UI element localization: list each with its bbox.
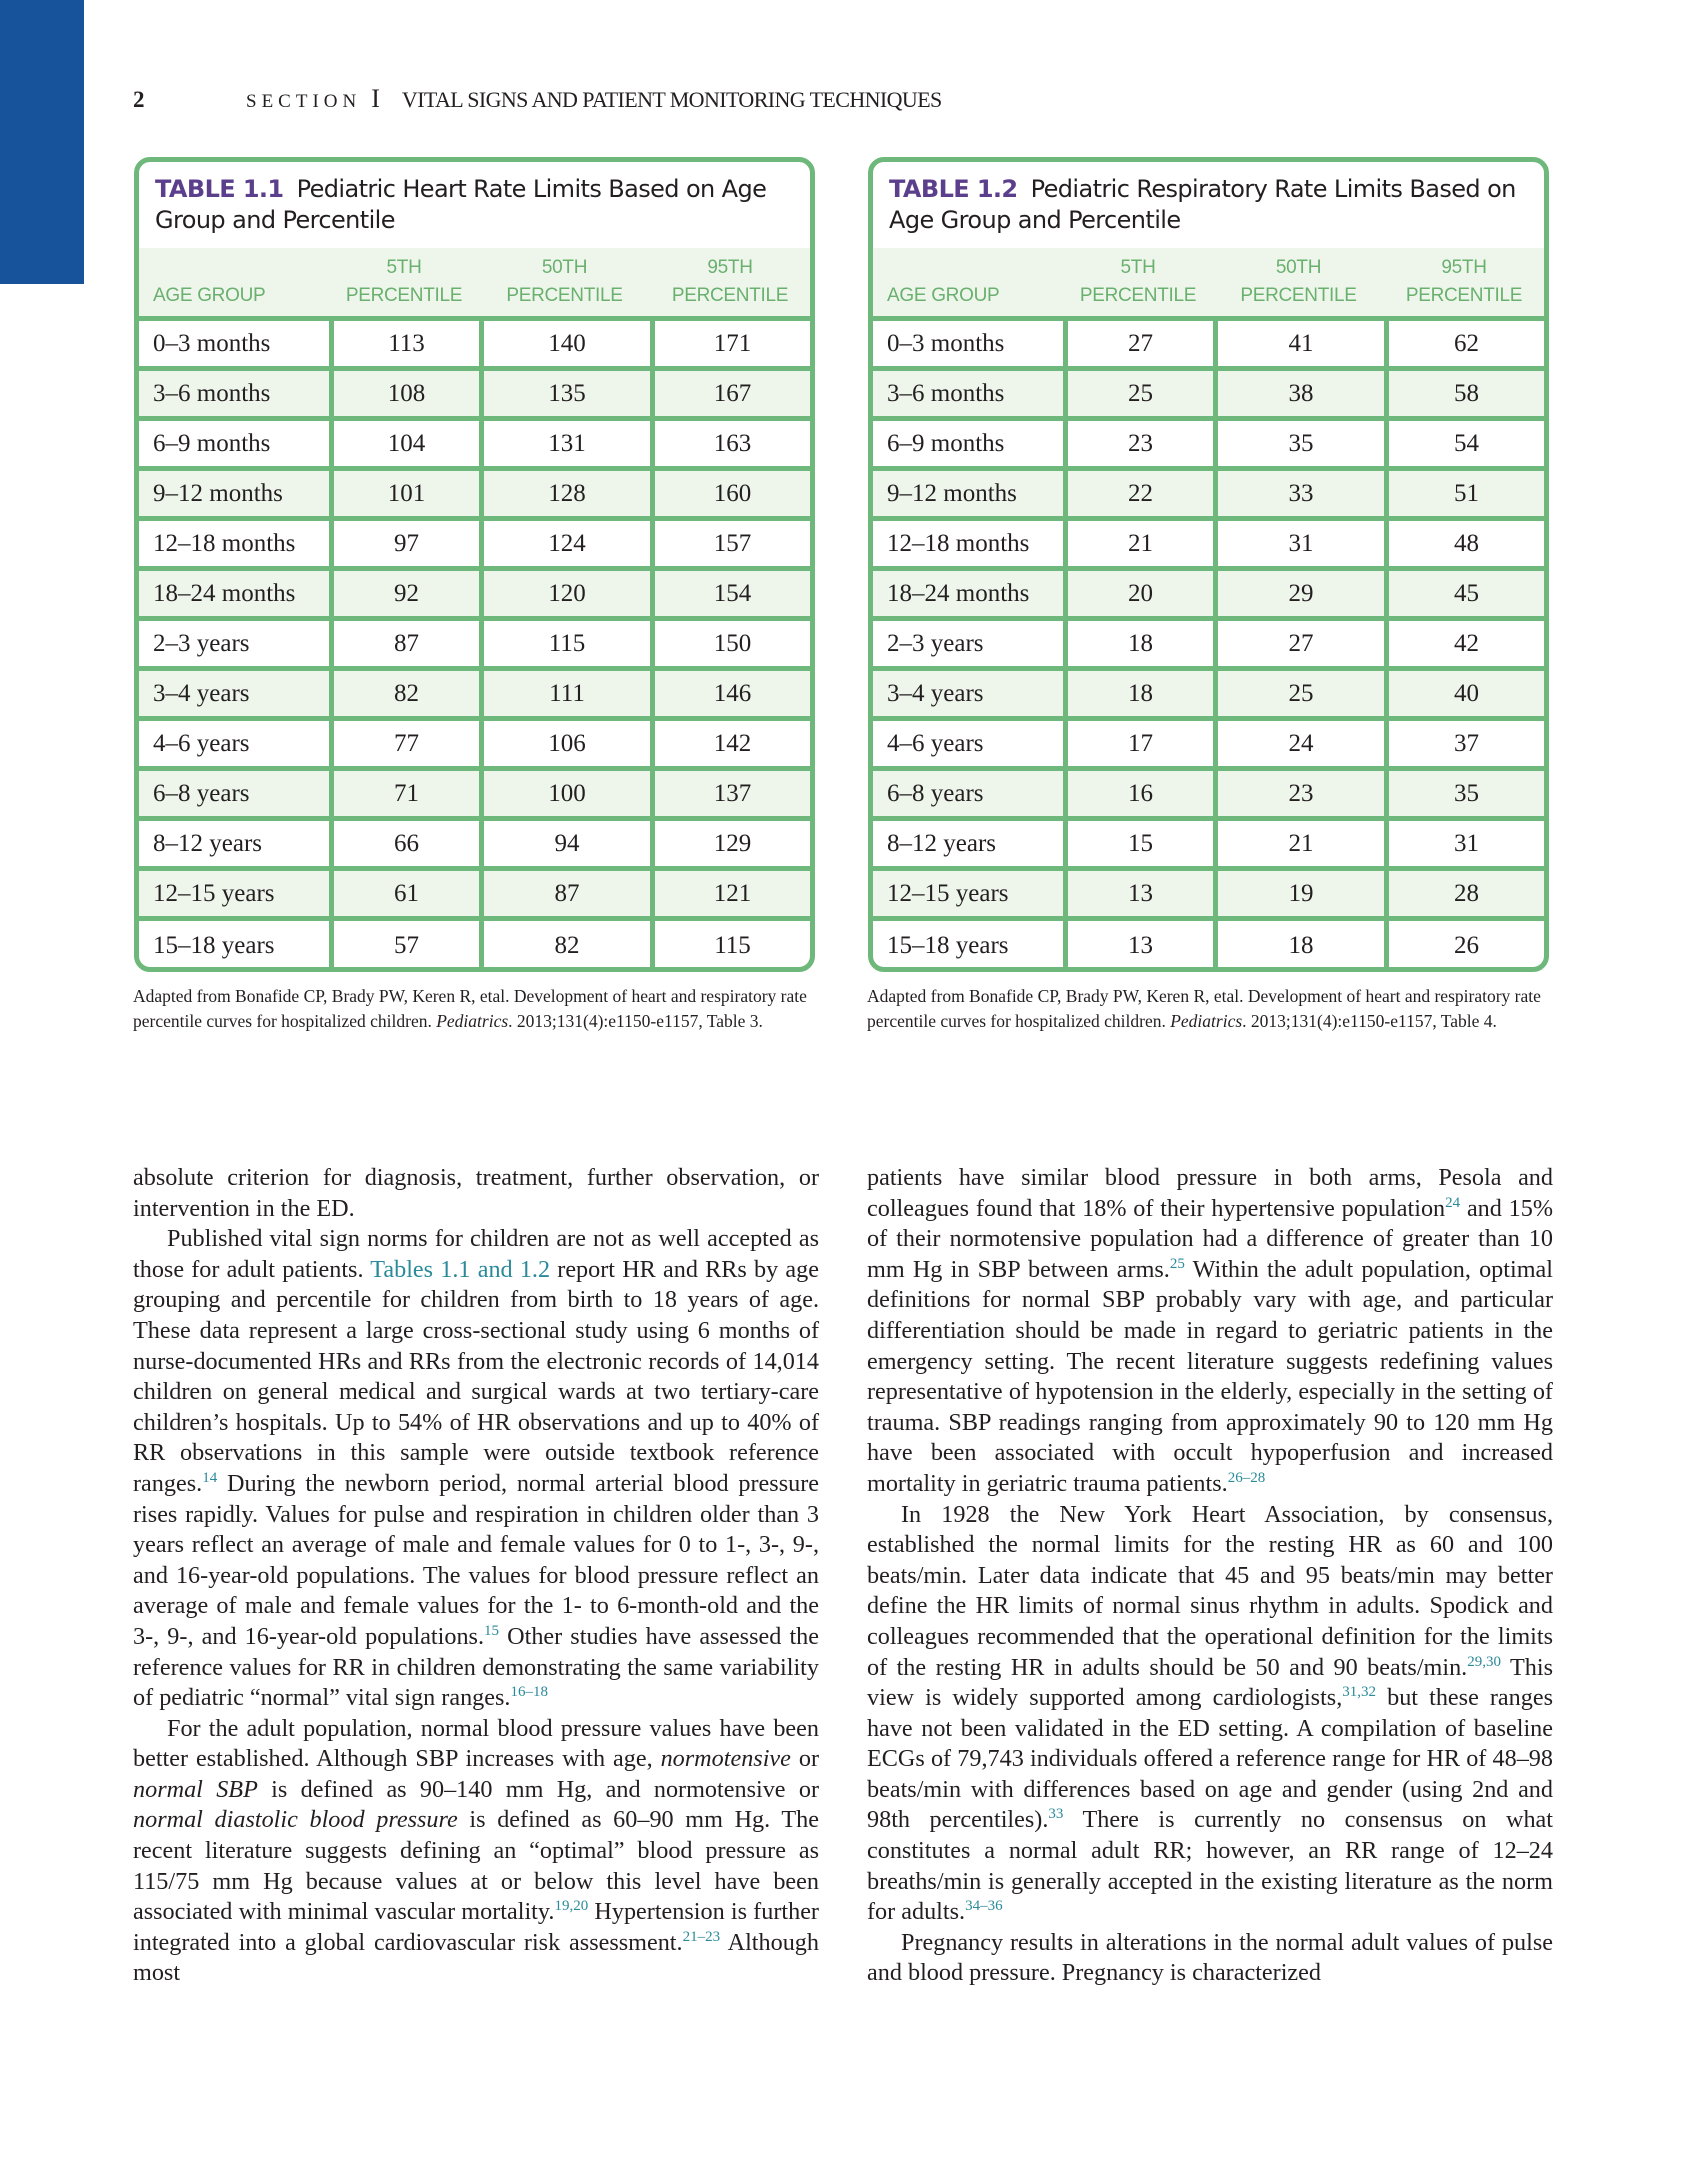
age-group-cell: 9–12 months — [153, 479, 283, 507]
section-label: SECTION — [246, 91, 362, 112]
age-group-cell: 6–9 months — [887, 429, 1005, 457]
age-group-cell: 3–6 months — [887, 379, 1005, 407]
percentile-cell: 101 — [329, 471, 479, 516]
percentile-cell: 19 — [1213, 871, 1384, 916]
header-50th: 50TH PERCENTILE — [506, 257, 623, 306]
percentile-cell: 94 — [479, 821, 650, 866]
percentile-cell: 33 — [1213, 471, 1384, 516]
table-row — [873, 771, 1544, 821]
percentile-cell: 100 — [479, 771, 650, 816]
percentile-cell: 131 — [479, 421, 650, 466]
header-95th: 95TH PERCENTILE — [671, 257, 789, 306]
percentile-cell: 20 — [1063, 571, 1213, 616]
age-group-cell: 12–15 years — [153, 879, 275, 907]
percentile-cell: 108 — [329, 371, 479, 416]
percentile-cell: 87 — [479, 871, 650, 916]
percentile-cell: 163 — [650, 421, 810, 466]
percentile-cell: 92 — [329, 571, 479, 616]
header-age-group: AGE GROUP — [887, 285, 1000, 306]
citation-link[interactable]: 34–36 — [965, 1898, 1003, 1915]
percentile-cell: 54 — [1384, 421, 1544, 466]
percentile-cell: 18 — [1213, 921, 1384, 971]
percentile-cell: 25 — [1213, 671, 1384, 716]
percentile-cell: 45 — [1384, 571, 1544, 616]
percentile-cell: 82 — [329, 671, 479, 716]
table-row — [139, 371, 810, 421]
age-group-cell: 15–18 years — [153, 932, 275, 959]
table-1-2 — [868, 157, 1549, 972]
percentile-cell: 21 — [1213, 821, 1384, 866]
table-row — [139, 571, 810, 621]
age-group-cell: 12–15 years — [887, 879, 1009, 907]
percentile-cell: 25 — [1063, 371, 1213, 416]
header-5th: 5TH PERCENTILE — [1079, 257, 1197, 306]
table-cross-reference-link[interactable]: Tables 1.1 and 1.2 — [370, 1255, 551, 1283]
percentile-cell: 115 — [479, 621, 650, 666]
table-row — [139, 721, 810, 771]
percentile-cell: 142 — [650, 721, 810, 766]
percentile-cell: 120 — [479, 571, 650, 616]
age-group-cell: 6–9 months — [153, 429, 271, 457]
body-column-right — [867, 1163, 1553, 1989]
citation-link[interactable]: 33 — [1048, 1806, 1064, 1823]
table-row — [139, 821, 810, 871]
percentile-cell: 121 — [650, 871, 810, 916]
section-title: VITAL SIGNS AND PATIENT MONITORING TECHNIQUES — [401, 87, 942, 112]
age-group-cell: 12–18 months — [153, 529, 296, 557]
citation-link[interactable]: 16–18 — [510, 1684, 548, 1701]
percentile-cell: 58 — [1384, 371, 1544, 416]
percentile-cell: 18 — [1063, 621, 1213, 666]
table-header-row — [873, 248, 1544, 321]
paragraph: In 1928 the New York Heart Association, by consensus, established the normal limits for the resting HR as 60 and 100 beats/min. Later data indicate that 45 and 95 beats/min may better define the HR limits of normal sinus rhythm in adults. Spodick and colleagues recommended that the operational definition for the limits of the resting HR in adults should be 50 and 90 beats/min.$^{29,30}$ This view is widely supported among cardiologists,$^{31,32}$ but these ranges have not been validated in the ED setting. A compilation of baseline ECGs of 79,743 individuals offered a reference range for HR of 48–98 beats/min with differences based on age and gender (using 2nd and 98th percentiles).$^{33}$ There is currently no consensus on what constitutes a normal adult RR; however, an RR range of 12–24 breaths/min is generally accepted in the existing literature as the norm for adults.$^{34-36}$ — [867, 1500, 1554, 1926]
table-title-text: Pediatric Respiratory Rate Limits Based on Age Group and Percentile — [889, 175, 1516, 234]
citation-link[interactable]: 19,20 — [554, 1898, 589, 1915]
percentile-cell: 29 — [1213, 571, 1384, 616]
age-group-cell: 18–24 months — [153, 579, 296, 607]
percentile-cell: 41 — [1213, 321, 1384, 366]
age-group-cell: 4–6 years — [887, 729, 984, 757]
table-body — [139, 321, 810, 971]
table-body — [873, 321, 1544, 971]
citation-link[interactable]: 24 — [1445, 1194, 1461, 1211]
table-title-text: Pediatric Heart Rate Limits Based on Age Group and Percentile — [155, 175, 767, 234]
table-row — [139, 321, 810, 371]
table-row — [873, 471, 1544, 521]
table-row — [873, 821, 1544, 871]
age-group-cell: 15–18 years — [887, 932, 1009, 959]
percentile-cell: 137 — [650, 771, 810, 816]
percentile-cell: 129 — [650, 821, 810, 866]
percentile-cell: 113 — [329, 321, 479, 366]
chapter-tab-bar — [0, 0, 84, 284]
table-1-1 — [134, 157, 815, 972]
table-row — [873, 571, 1544, 621]
percentile-cell: 115 — [650, 921, 810, 971]
paragraph: absolute criterion for diagnosis, treatment, further observation, or intervention in the ED. — [133, 1164, 819, 1222]
age-group-cell: 0–3 months — [153, 329, 271, 357]
percentile-cell: 27 — [1213, 621, 1384, 666]
table-title — [139, 162, 810, 248]
percentile-cell: 21 — [1063, 521, 1213, 566]
table-row — [873, 421, 1544, 471]
table-row — [873, 321, 1544, 371]
citation-link[interactable]: 14 — [202, 1469, 218, 1486]
age-group-cell: 9–12 months — [887, 479, 1017, 507]
percentile-cell: 38 — [1213, 371, 1384, 416]
header-age-group: AGE GROUP — [153, 285, 266, 306]
percentile-cell: 62 — [1384, 321, 1544, 366]
percentile-cell: 13 — [1063, 871, 1213, 916]
percentile-cell: 160 — [650, 471, 810, 516]
age-group-cell: 4–6 years — [153, 729, 250, 757]
percentile-cell: 157 — [650, 521, 810, 566]
table-1-1-source-note: Adapted from Bonafide CP, Brady PW, Keren R, etal. Development of heart and respiratory rate percentile curves for hospitalized children. Pediatrics. 2013;131(4):e1150-e1157, Table 3. — [133, 986, 807, 1031]
percentile-cell: 146 — [650, 671, 810, 716]
percentile-cell: 77 — [329, 721, 479, 766]
percentile-cell: 28 — [1384, 871, 1544, 916]
table-number: TABLE 1.2 — [889, 175, 1018, 203]
table-row — [139, 471, 810, 521]
section-number: I — [371, 84, 380, 113]
percentile-cell: 128 — [479, 471, 650, 516]
table-row — [873, 721, 1544, 771]
table-row — [139, 521, 810, 571]
paragraph: Published vital sign norms for children are not as well accepted as those for adult patients. Tables 1.1 and 1.2 report HR and RRs by age grouping and percentile for children from birth to 18 years of age. These data represent a large cross-sectional study using 6 months of nurse-documented HRs and RRs from the electronic records of 14,014 children on general medical and surgical wards at two tertiary-care children’s hospitals. Up to 54% of HR observations and up to 40% of RR observations in this sample were outside textbook reference ranges.$^{14}$ During the newborn period, normal arterial blood pressure rises rapidly. Values for pulse and respiration in children older than 3 years reflect an average of male and female values for 0 to 1-, 3-, 9-, and 16-year-old populations. The values for blood pressure reflect an average of male and female values for the 1- to 6-month-old and the 3-, 9-, and 16-year-old populations.$^{15}$ Other studies have assessed the reference values for RR in children demonstrating the same variability of pediatric “normal” vital sign ranges.$^{16-18}$ — [133, 1225, 819, 1712]
table-row — [873, 371, 1544, 421]
age-group-cell: 0–3 months — [887, 329, 1005, 357]
percentile-cell: 87 — [329, 621, 479, 666]
citation-link[interactable]: 31,32 — [1342, 1684, 1377, 1701]
citation-link[interactable]: 26–28 — [1227, 1469, 1266, 1486]
paragraph: Pregnancy results in alterations in the normal adult values of pulse and blood pressure. Pregnancy is characterized — [867, 1928, 1553, 1987]
percentile-cell: 31 — [1213, 521, 1384, 566]
percentile-cell: 13 — [1063, 921, 1213, 971]
age-group-cell: 2–3 years — [887, 629, 984, 657]
citation-link[interactable]: 29,30 — [1467, 1653, 1501, 1670]
table-row — [139, 621, 810, 671]
table-row — [139, 871, 810, 921]
percentile-cell: 17 — [1063, 721, 1213, 766]
percentile-cell: 154 — [650, 571, 810, 616]
age-group-cell: 6–8 years — [153, 779, 250, 807]
percentile-cell: 82 — [479, 921, 650, 971]
percentile-cell: 37 — [1384, 721, 1544, 766]
percentile-cell: 57 — [329, 921, 479, 971]
percentile-cell: 124 — [479, 521, 650, 566]
percentile-cell: 140 — [479, 321, 650, 366]
table-header-row — [139, 248, 810, 321]
percentile-cell: 35 — [1384, 771, 1544, 816]
percentile-cell: 42 — [1384, 621, 1544, 666]
citation-link[interactable]: 21–23 — [682, 1928, 721, 1945]
percentile-cell: 26 — [1384, 921, 1544, 971]
table-row — [873, 921, 1544, 971]
paragraph: For the adult population, normal blood pressure values have been better established. Although SBP increases with age, normotensive or normal SBP is defined as 90–140 mm Hg, and normotensive or normal diastolic blood pressure is defined as 60–90 mm Hg. The recent literature suggests defining an “optimal” blood pressure as 115/75 mm Hg because values at or below this level have been associated with minimal vascular mortality.$^{19,20}$ Hypertension is further integrated into a global cardiovascular risk assessment.$^{21-23}$ Although most — [133, 1714, 819, 1987]
percentile-cell: 167 — [650, 371, 810, 416]
age-group-cell: 3–4 years — [887, 679, 984, 707]
page-number: 2 — [133, 87, 145, 112]
percentile-cell: 18 — [1063, 671, 1213, 716]
table-row — [873, 671, 1544, 721]
age-group-cell: 3–4 years — [153, 679, 250, 707]
table-1-2-source-note: Adapted from Bonafide CP, Brady PW, Keren R, etal. Development of heart and respiratory rate percentile curves for hospitalized children. Pediatrics. 2013;131(4):e1150-e1157, Table 4. — [867, 986, 1541, 1031]
percentile-cell: 40 — [1384, 671, 1544, 716]
percentile-cell: 24 — [1213, 721, 1384, 766]
percentile-cell: 61 — [329, 871, 479, 916]
table-title — [873, 162, 1544, 248]
percentile-cell: 35 — [1213, 421, 1384, 466]
percentile-cell: 23 — [1213, 771, 1384, 816]
percentile-cell: 150 — [650, 621, 810, 666]
age-group-cell: 2–3 years — [153, 629, 250, 657]
age-group-cell: 6–8 years — [887, 779, 984, 807]
percentile-cell: 71 — [329, 771, 479, 816]
percentile-cell: 22 — [1063, 471, 1213, 516]
age-group-cell: 3–6 months — [153, 379, 271, 407]
percentile-cell: 135 — [479, 371, 650, 416]
running-head — [133, 84, 942, 118]
paragraph: patients have similar blood pressure in both arms, Pesola and colleagues found that 18% of their hypertensive population$^{24}$ and 15% of their normotensive population had a difference of greater than 10 mm Hg in SBP between arms.$^{25}$ Within the adult population, optimal definitions for normal SBP probably vary with age, and particular differentiation should be made in regard to geriatric patients in the emergency setting. The recent literature suggests redefining values representative of hypotension in the elderly, especially in the setting of trauma. SBP readings ranging from approximately 90 to 120 mm Hg have been associated with occult hypoperfusion and increased mortality in geriatric trauma patients.$^{26-28}$ — [867, 1164, 1553, 1497]
citation-link[interactable]: 25 — [1169, 1255, 1185, 1272]
percentile-cell: 15 — [1063, 821, 1213, 866]
percentile-cell: 66 — [329, 821, 479, 866]
percentile-cell: 97 — [329, 521, 479, 566]
percentile-cell: 171 — [650, 321, 810, 366]
table-row — [139, 921, 810, 971]
table-row — [139, 421, 810, 471]
header-50th: 50TH PERCENTILE — [1240, 257, 1357, 306]
header-95th: 95TH PERCENTILE — [1405, 257, 1523, 306]
table-number: TABLE 1.1 — [155, 175, 284, 203]
percentile-cell: 106 — [479, 721, 650, 766]
body-column-left — [133, 1163, 819, 1989]
percentile-cell: 23 — [1063, 421, 1213, 466]
percentile-cell: 104 — [329, 421, 479, 466]
percentile-cell: 111 — [479, 671, 650, 716]
percentile-cell: 16 — [1063, 771, 1213, 816]
table-row — [873, 871, 1544, 921]
header-5th: 5TH PERCENTILE — [345, 257, 463, 306]
age-group-cell: 8–12 years — [153, 829, 262, 857]
age-group-cell: 12–18 months — [887, 529, 1030, 557]
table-row — [873, 521, 1544, 571]
table-row — [873, 621, 1544, 671]
percentile-cell: 48 — [1384, 521, 1544, 566]
table-row — [139, 771, 810, 821]
table-row — [139, 671, 810, 721]
percentile-cell: 27 — [1063, 321, 1213, 366]
citation-link[interactable]: 15 — [484, 1622, 500, 1639]
age-group-cell: 18–24 months — [887, 579, 1030, 607]
percentile-cell: 31 — [1384, 821, 1544, 866]
age-group-cell: 8–12 years — [887, 829, 996, 857]
percentile-cell: 51 — [1384, 471, 1544, 516]
